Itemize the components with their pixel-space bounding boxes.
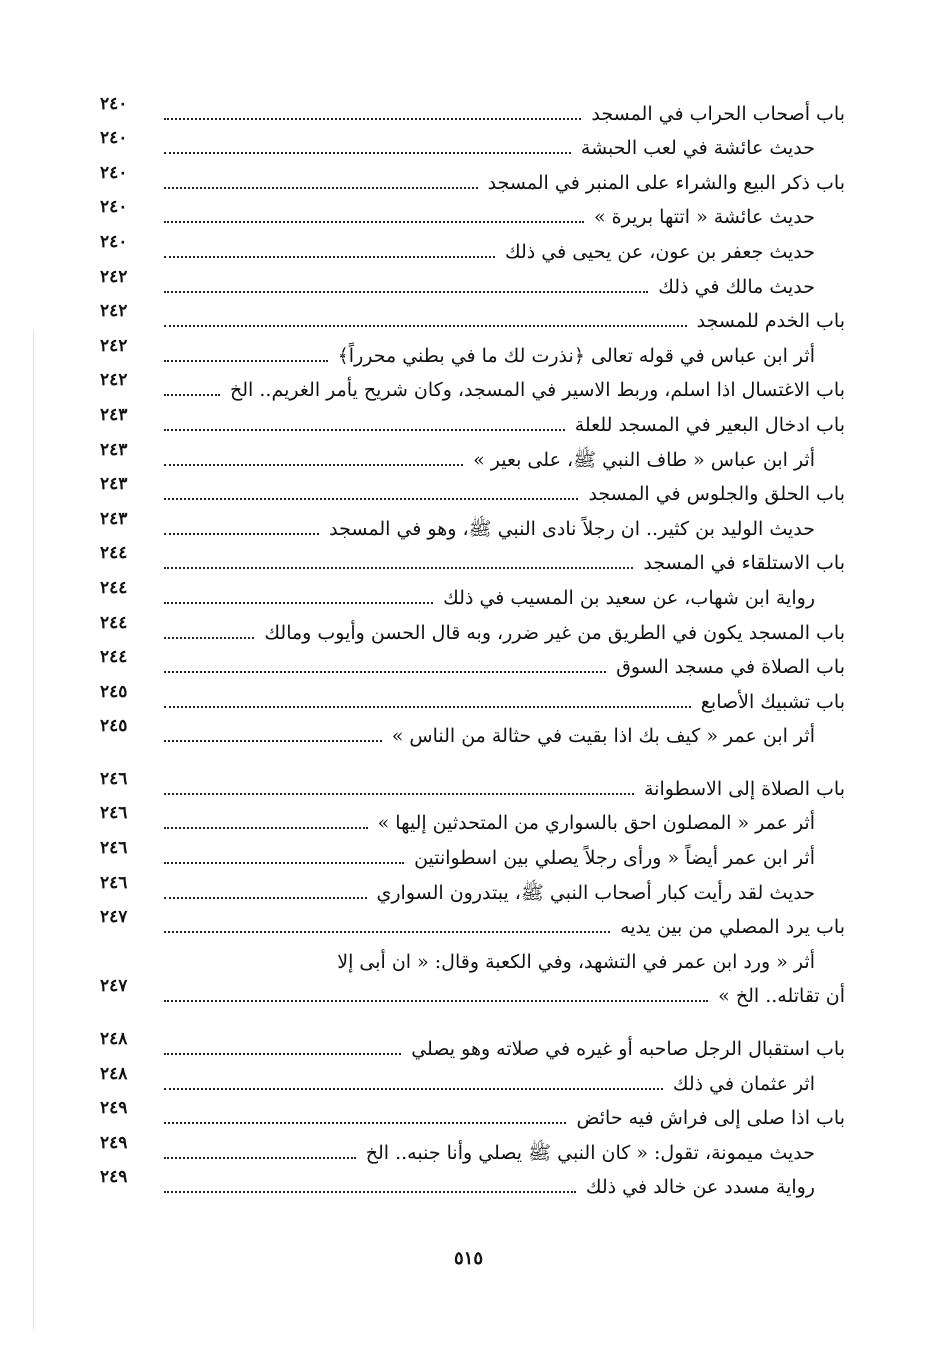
toc-entry-page: ٢٤٠ <box>100 162 128 183</box>
toc-entry <box>100 403 845 438</box>
toc-entry <box>100 265 845 300</box>
dot-leader <box>164 1053 401 1055</box>
toc-entry <box>100 975 845 1010</box>
toc-entry-page: ٢٤٠ <box>100 231 128 252</box>
toc-entry <box>100 802 845 837</box>
dot-leader <box>164 498 578 500</box>
toc-entry-page: ٢٤٦ <box>100 838 128 859</box>
toc-entry-page: ٢٤٠ <box>100 93 128 114</box>
dot-leader <box>164 793 634 795</box>
dot-leader <box>164 221 584 223</box>
toc-entry <box>100 507 845 542</box>
toc-entry-page: ٢٤٢ <box>100 301 128 322</box>
toc-entry <box>100 1027 845 1062</box>
dot-leader <box>164 1157 356 1159</box>
toc-entry <box>100 1097 845 1132</box>
toc-entry-page: ٢٤٤ <box>100 612 128 633</box>
dot-leader <box>164 1191 576 1193</box>
dot-leader <box>164 1122 566 1124</box>
dot-leader <box>164 533 319 535</box>
toc-entry-page: ٢٤٥ <box>100 681 128 702</box>
toc-entry <box>100 161 845 196</box>
dot-leader <box>164 637 254 639</box>
toc-entry-title: أثر ابن عباس « طاف النبي ﷺ، على بعير » <box>473 448 815 471</box>
page-number: ٥١٥ <box>453 1248 483 1269</box>
toc-entry <box>100 767 845 802</box>
toc-entry <box>100 369 845 404</box>
dot-leader <box>164 256 495 258</box>
toc-entry-title: باب الصلاة إلى الاسطوانة <box>643 777 845 800</box>
dot-leader <box>164 862 404 864</box>
scan-edge-line <box>33 330 34 1330</box>
toc-entry <box>100 196 845 231</box>
toc-entry-title: حديث الوليد بن كثير.. ان رجلاً نادى النبي ﷺ، وهو في المسجد <box>329 517 815 540</box>
toc-entry-page: ٢٤٣ <box>100 474 128 495</box>
toc-entry <box>100 836 845 871</box>
dot-leader <box>164 740 382 742</box>
toc-entry-page: ٢٤٧ <box>100 907 128 928</box>
toc-entry-page: ٢٤٠ <box>100 128 128 149</box>
dot-leader <box>164 1000 708 1002</box>
toc-entry-page: ٢٤٩ <box>100 1167 128 1188</box>
toc-entry-title: باب الصلاة في مسجد السوق <box>616 656 845 679</box>
toc-entry-title: حديث عائشة في لعب الحبشة <box>580 137 815 160</box>
toc-entry <box>100 576 845 611</box>
toc-entry <box>100 680 845 715</box>
toc-entry-title: باب الحلق والجلوس في المسجد <box>588 483 845 506</box>
toc-entry-page: ٢٤٢ <box>100 370 128 391</box>
toc-entry <box>100 715 845 750</box>
toc-entry <box>100 127 845 162</box>
toc-entry-page: ٢٤٨ <box>100 1029 128 1050</box>
dot-leader <box>164 706 691 708</box>
dot-leader <box>164 897 367 899</box>
dot-leader <box>164 152 571 154</box>
dot-leader <box>164 1088 663 1090</box>
toc-entry-page: ٢٤٤ <box>100 647 128 668</box>
toc-entry <box>100 438 845 473</box>
toc-entry-title: باب الاستلقاء في المسجد <box>643 552 845 575</box>
toc-entry <box>100 1062 845 1097</box>
toc-entry-title: حديث جعفر بن عون، عن يحيى في ذلك <box>504 240 815 263</box>
toc-entry-page: ٢٤٣ <box>100 508 128 529</box>
toc-entry-title: رواية مسدد عن خالد في ذلك <box>585 1176 815 1199</box>
toc-entry-page: ٢٤٨ <box>100 1063 128 1084</box>
toc-entry-page: ٢٤٤ <box>100 577 128 598</box>
toc-entry-title: أثر ابن عمر أيضاً « ورأى رجلاً يصلي بين اسطوانتين <box>414 847 815 870</box>
toc-entry-title: حديث مالك في ذلك <box>658 275 815 298</box>
toc-entry-page: ٢٤٦ <box>100 768 128 789</box>
toc-entry-page: ٢٤٣ <box>100 404 128 425</box>
toc-entry <box>100 906 845 941</box>
toc-entry-page: ٢٤٥ <box>100 716 128 737</box>
dot-leader <box>164 429 565 431</box>
toc-entry-page: ٢٤٩ <box>100 1098 128 1119</box>
toc-entry-title: رواية ابن شهاب، عن سعيد بن المسيب في ذلك <box>443 586 815 609</box>
toc-entry <box>100 230 845 265</box>
dot-leader <box>164 567 633 569</box>
toc-entry-title: أثر « ورد ابن عمر في التشهد، وفي الكعبة وقال: « ان أبى إلا <box>337 950 815 973</box>
toc-entry <box>100 92 845 127</box>
toc-entry-title: حديث ميمونة، تقول: « كان النبي ﷺ يصلي وأنا جنبه.. الخ <box>365 1141 815 1164</box>
toc-entry <box>100 1131 845 1166</box>
toc-entry-page: ٢٤٦ <box>100 872 128 893</box>
toc-entry <box>100 542 845 577</box>
toc-entry-title: حديث عائشة « اتتها بريرة » <box>593 206 815 229</box>
toc-entry <box>100 334 845 369</box>
dot-leader <box>164 602 433 604</box>
toc-entry <box>100 473 845 508</box>
dot-leader <box>164 291 648 293</box>
toc-entry <box>100 940 845 975</box>
toc-entry-title: باب اذا صلى إلى فراش فيه حائض <box>576 1107 845 1130</box>
dot-leader <box>164 325 687 327</box>
toc-entry-page: ٢٤٢ <box>100 266 128 287</box>
dot-leader <box>164 118 581 120</box>
toc-entry-title: أثر ابن عمر « كيف بك اذا بقيت في حثالة من الناس » <box>391 725 815 748</box>
toc-entry-title: باب ذكر البيع والشراء على المنبر في المسجد <box>487 171 845 194</box>
dot-leader <box>164 394 220 396</box>
toc-entry-page: ٢٤٠ <box>100 197 128 218</box>
toc-entry-title: أن تقاتله.. الخ » <box>718 985 845 1008</box>
toc-entry-title: باب تشبيك الأصابع <box>700 690 845 713</box>
dot-leader <box>164 671 606 673</box>
toc-entry <box>100 300 845 335</box>
dot-leader <box>164 827 368 829</box>
dot-leader <box>164 464 463 466</box>
toc-entry-page: ٢٤٢ <box>100 335 128 356</box>
toc-entry-page: ٢٤٧ <box>100 976 128 997</box>
dot-leader <box>164 360 328 362</box>
toc-entry-page: ٢٤٣ <box>100 439 128 460</box>
toc-entry-title: باب أصحاب الحراب في المسجد <box>591 102 845 125</box>
toc-entry-title: باب الاغتسال اذا اسلم، وربط الاسير في المسجد، وكان شريح يأمر الغريم.. الخ <box>230 379 845 402</box>
table-of-contents <box>100 92 845 1200</box>
toc-entry <box>100 646 845 681</box>
toc-entry-page: ٢٤٤ <box>100 543 128 564</box>
toc-entry-title: حديث لقد رأيت كبار أصحاب النبي ﷺ، يبتدرون السواري <box>376 881 815 904</box>
toc-entry-title: باب المسجد يكون في الطريق من غير ضرر، وبه قال الحسن وأيوب ومالك <box>264 621 845 644</box>
toc-entry <box>100 871 845 906</box>
toc-entry-page: ٢٤٩ <box>100 1132 128 1153</box>
toc-entry-page: ٢٤٦ <box>100 803 128 824</box>
dot-leader <box>164 931 610 933</box>
toc-entry <box>100 611 845 646</box>
toc-entry-title: اثر عثمان في ذلك <box>672 1072 815 1095</box>
toc-entry-title: باب الخدم للمسجد <box>696 310 845 333</box>
toc-entry-title: باب ادخال البعير في المسجد للعلة <box>574 413 845 436</box>
dot-leader <box>164 187 478 189</box>
toc-entry <box>100 1166 845 1201</box>
toc-entry-title: باب استقبال الرجل صاحبه أو غيره في صلاته وهو يصلي <box>411 1038 845 1061</box>
toc-entry-title: أثر ابن عباس في قوله تعالى ﴿نذرت لك ما في بطني محرراً﴾ <box>337 344 815 367</box>
toc-entry-title: باب يرد المصلي من بين يديه <box>620 916 845 939</box>
toc-entry-title: أثر عمر « المصلون احق بالسواري من المتحدثين إليها » <box>377 812 815 835</box>
